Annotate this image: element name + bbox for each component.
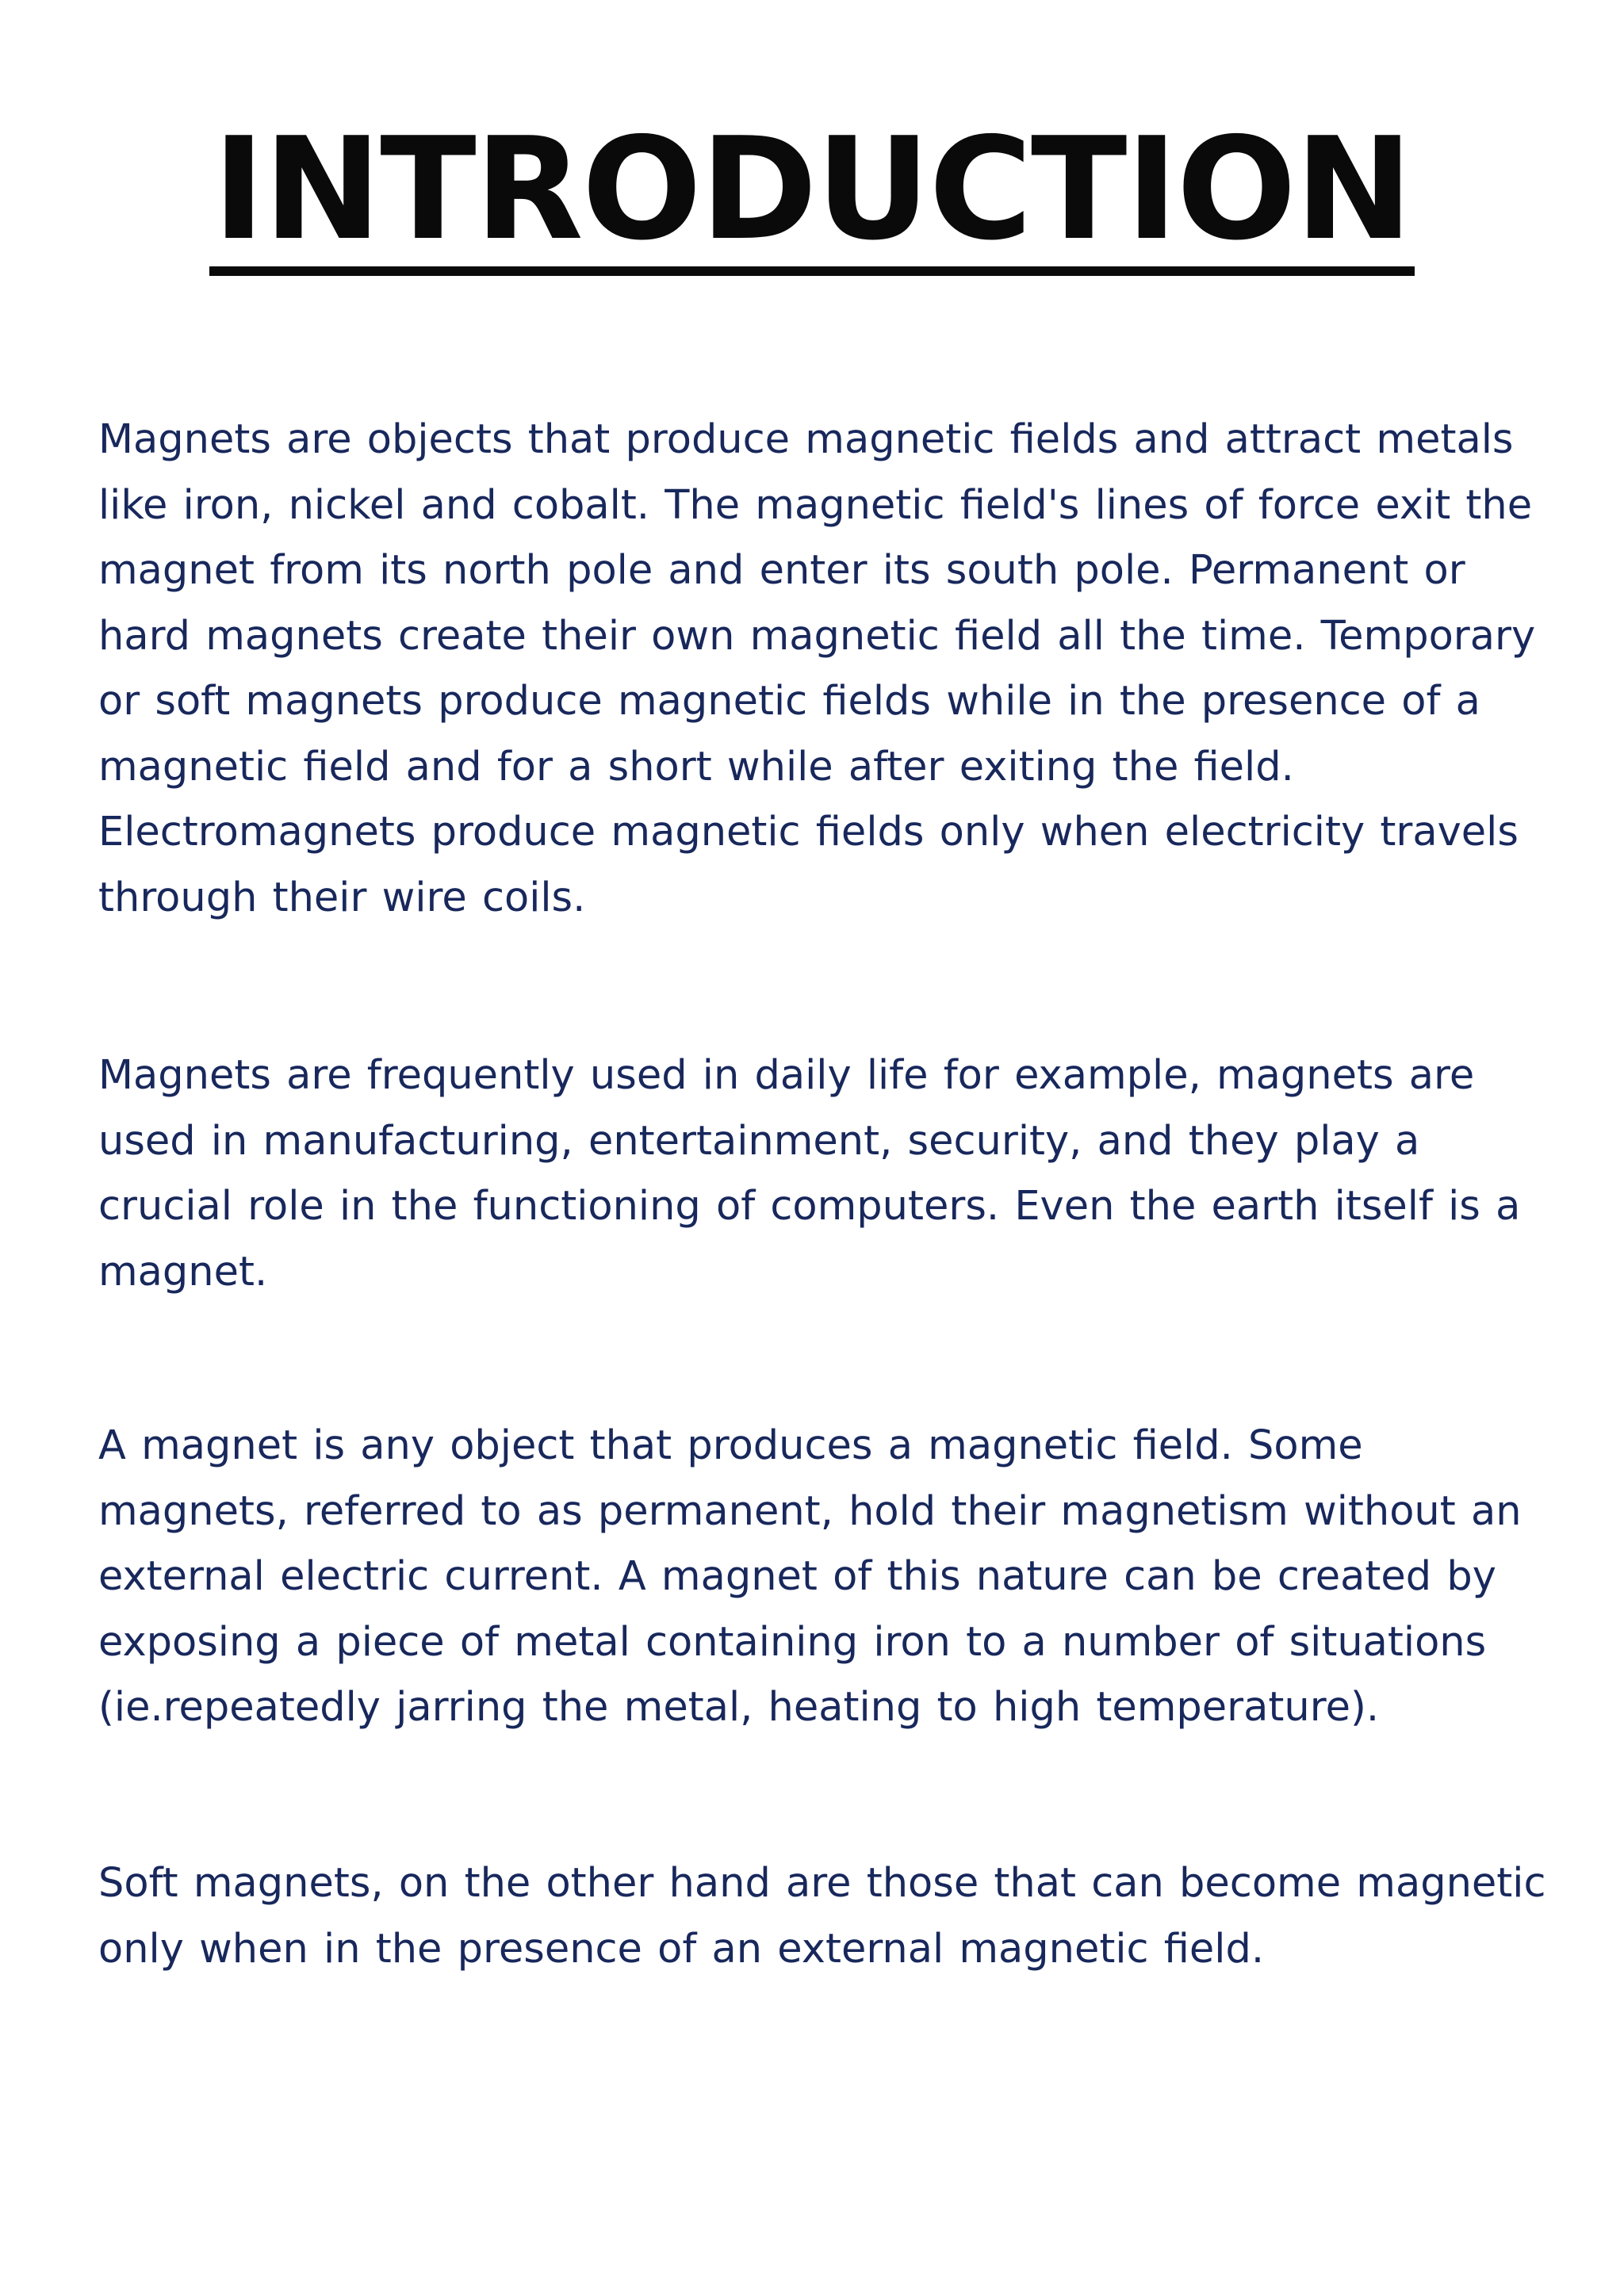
paragraph-soft-magnets: Soft magnets, on the other hand are those that can become magnetic only when in the presence of an external magnetic field.: [98, 1860, 1546, 1973]
paragraph-permanent-magnets: A magnet is any object that produces a magnetic field. Some magnets, referred to as permanent, hold their magnetism without an external electric current. A magnet of this nature can be created by exposing a piece of metal containing iron to a number of situations (ie.repeatedly jarring the metal, heating to high temperature).: [98, 1422, 1522, 1731]
page-title: INTRODUCTION: [209, 119, 1415, 276]
paragraph-magnets-definition: Magnets are objects that produce magnetic fields and attract metals like iron, nickel and cobalt. The magnetic field's lines of force exit the magnet from its north pole and enter its south pole. Permanent or hard magnets create their own magnetic field all the time. Temporary or soft magnets produce magnetic fields while in the presence of a magnetic field and for a short while after exiting the field. Electromagnets produce magnetic fields only when electricity travels through their wire coils.: [98, 416, 1536, 921]
paragraph-daily-uses: Magnets are frequently used in daily life for example, magnets are used in manufacturing, entertainment, security, and they play a crucial role in the functioning of computers. Even the earth itself is a magnet.: [98, 1052, 1521, 1295]
page-title-container: [0, 107, 1624, 276]
